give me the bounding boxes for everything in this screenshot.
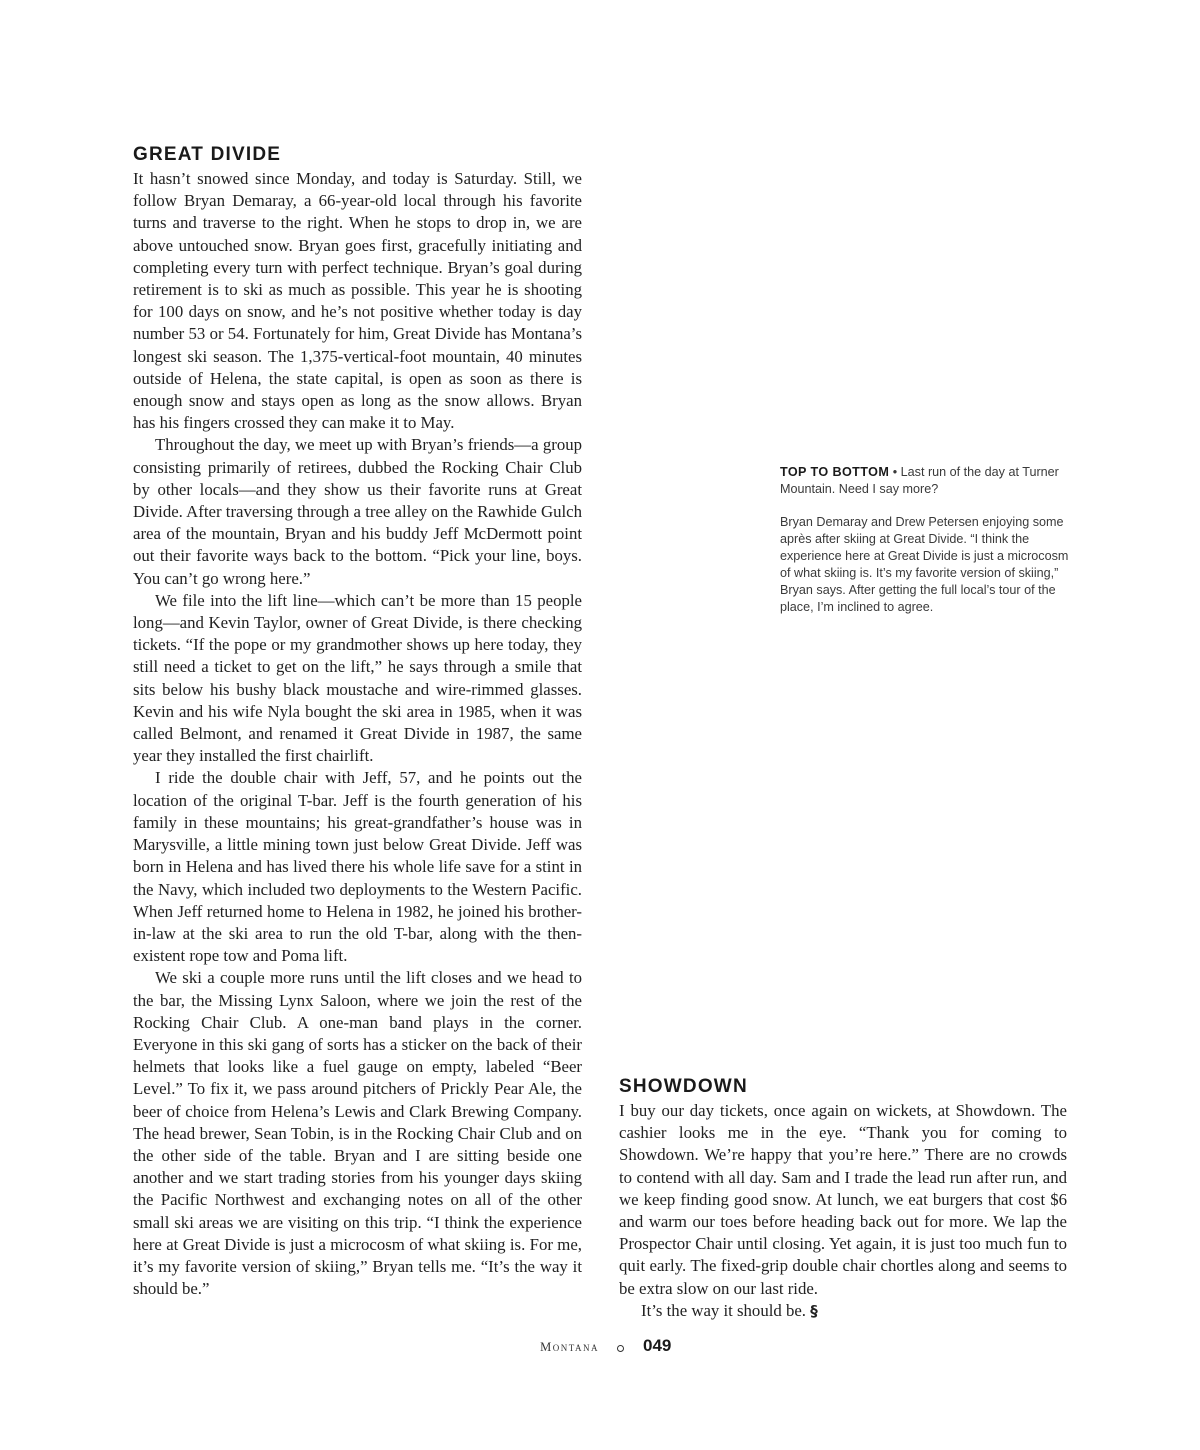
footer-dot-icon: [617, 1345, 624, 1352]
paragraph: It hasn’t snowed since Monday, and today is Saturday. Still, we follow Bryan Demaray, a 66-year-old local through his favorite turns and traverse to the right. When he stops to drop in, we are above untouched snow. Bryan goes first, gracefully initiating and completing every turn with perfect technique. Bryan’s goal during retirement is to ski as much as possible. This year he is shooting for 100 days on snow, and he’s not positive whether today is day number 53 or 54. Fortunately for him, Great Divide has Montana’s longest ski season. The 1,375-vertical-foot mountain, 40 minutes outside of Helena, the state capital, is open as soon as there is enough snow and stays open as long as the snow allows. Bryan has his fingers crossed they can make it to May.: [133, 169, 582, 433]
section-heading-showdown: SHOWDOWN: [619, 1076, 748, 1097]
caption-separator: •: [889, 465, 901, 479]
page-footer: [0, 1336, 1200, 1360]
paragraph: Throughout the day, we meet up with Bryan’s friends—a group consisting primarily of retirees, dubbed the Rocking Chair Club by other locals—and they show us their favorite runs at Great Divide. After traversing through a tree alley on the Rawhide Gulch area of the mountain, Bryan and his buddy Jeff McDermott point out their favorite ways back to the bottom. “Pick your line, boys. You can’t go wrong here.”: [133, 435, 582, 588]
page-number: 049: [643, 1336, 672, 1355]
paragraph: We ski a couple more runs until the lift closes and we head to the bar, the Missing Lynx Saloon, where we join the rest of the Rocking Chair Club. A one-man band plays in the corner. Everyone in this ski gang of sorts has a sticker on the back of their helmets that looks like a fuel gauge on empty, labeled “Beer Level.” To fix it, we pass around pitchers of Prickly Pear Ale, the beer of choice from Helena’s Lewis and Clark Brewing Company. The head brewer, Sean Tobin, is in the Rocking Chair Club and on the other side of the table. Bryan and I are sitting beside one another and we start trading stories from his younger days skiing the Pacific Northwest and exchanging notes on all of the other small ski areas we are visiting on this trip. “I think the experience here at Great Divide is just a microcosm of what skiing is. For me, it’s my favorite version of skiing,” Bryan tells me. “It’s the way it should be.”: [133, 968, 582, 1299]
paragraph: We file into the lift line—which can’t be more than 15 people long—and Kevin Taylor, owner of Great Divide, is there checking tickets. “If the pope or my grandmother shows up here today, they still need a ticket to get on the lift,” he says through a smile that sits below his bushy black moustache and wire-rimmed glasses. Kevin and his wife Nyla bought the ski area in 1985, when it was called Belmont, and renamed it Great Divide in 1987, the same year they installed the first chairlift.: [133, 590, 582, 766]
caption-label: TOP TO BOTTOM: [780, 465, 890, 479]
article-column-left: [133, 168, 582, 1300]
closing-sentence: It’s the way it should be.: [641, 1300, 806, 1320]
photo-caption-first: [780, 464, 1070, 498]
paragraph: I ride the double chair with Jeff, 57, and he points out the location of the original T-bar. Jeff is the fourth generation of his family in these mountains; his great-grandfather’s house was in Marysville, a little mining town just below Great Divide. Jeff was born in Helena and has lived there his whole life save for a stint in the Navy, which included two deployments to the Western Pacific. When Jeff returned home to Helena in 1982, he joined his brother-in-law at the ski area to run the old T-bar, along with the then-existent rope tow and Poma lift.: [133, 768, 582, 966]
caption-text: Last run of the day at Turner Mountain. Need I say more?: [780, 465, 1059, 496]
end-mark-icon: §: [810, 1301, 818, 1320]
footer-section-name: Montana: [540, 1340, 599, 1354]
article-column-right: [619, 1100, 1067, 1322]
section-heading-great-divide: GREAT DIVIDE: [133, 144, 282, 165]
paragraph-last: [619, 1300, 1067, 1322]
photo-caption-second: Bryan Demaray and Drew Petersen enjoying some après after skiing at Great Divide. “I think the experience here at Great Divide is just a microcosm of what skiing is. It’s my favorite version of skiing,” Bryan says. After getting the full local’s tour of the place, I’m inclined to agree.: [780, 515, 1069, 614]
paragraph: I buy our day tickets, once again on wickets, at Showdown. The cashier looks me in the eye. “Thank you for coming to Showdown. We’re happy that you’re here.” There are no crowds to contend with all day. Sam and I trade the lead run after run, and we keep finding good snow. At lunch, we eat burgers that cost $6 and warm our toes before heading back out for more. We lap the Prospector Chair until closing. Yet again, it is just too much fun to quit early. The fixed-grip double chair chortles along and seems to be extra slow on our last ride.: [619, 1101, 1067, 1298]
